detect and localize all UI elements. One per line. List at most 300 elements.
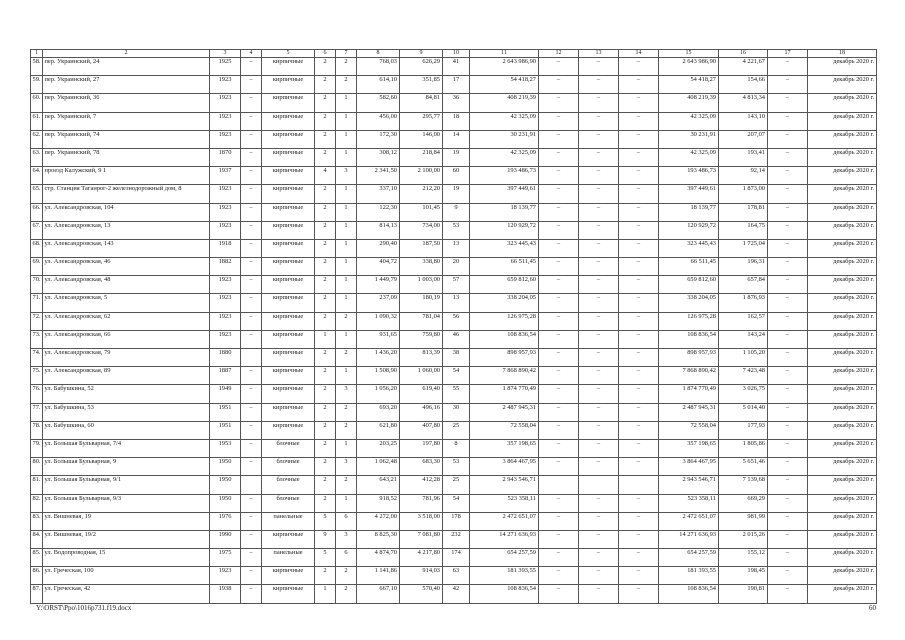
cell-build-year: 1923: [210, 221, 241, 239]
cell-col-17: –: [768, 276, 808, 294]
table-row: [31, 258, 877, 276]
cell-floors: 2: [315, 349, 336, 367]
cell-wall-material: кирпичные: [262, 349, 315, 367]
cell-deadline: декабрь 2020 г.: [808, 130, 877, 148]
cell-residents: 57: [443, 276, 470, 294]
cell-col-12: –: [539, 167, 579, 185]
cell-address: ул. Александровская, 89: [43, 367, 210, 385]
cell-wall-material: кирпичные: [262, 585, 315, 603]
cell-total-area: 1 090,32: [357, 312, 400, 330]
cell-col-17: –: [768, 512, 808, 530]
cell-col-4: –: [241, 312, 262, 330]
cell-address: ул. Большая Бульварная, 7/4: [43, 439, 210, 457]
cell-cost-per-sqm: 1 105,20: [719, 349, 768, 367]
cell-total-area: 931,65: [357, 330, 400, 348]
cell-cost-per-sqm: 155,12: [719, 549, 768, 567]
cell-address: ул. Бабушкина, 53: [43, 403, 210, 421]
cell-living-area: 781,96: [400, 494, 443, 512]
cell-deadline: декабрь 2020 г.: [808, 330, 877, 348]
cell-col-4: [241, 476, 262, 494]
cell-estimated-cost: 3 864 467,95: [470, 458, 539, 476]
cell-row-index: 83.: [31, 512, 43, 530]
cell-residents: 8: [443, 439, 470, 457]
cell-entrances: 2: [336, 312, 357, 330]
cell-cost-per-sqm: 154,66: [719, 76, 768, 94]
cell-cost-per-sqm: 177,93: [719, 421, 768, 439]
cell-col-12: –: [539, 421, 579, 439]
cell-deadline: декабрь 2020 г.: [808, 76, 877, 94]
column-number-12: 12: [539, 50, 579, 58]
cell-col-4: –: [241, 403, 262, 421]
cell-cost-per-sqm: 1 805,86: [719, 439, 768, 457]
cell-cost-per-sqm: 164,75: [719, 221, 768, 239]
cell-cost-per-sqm: 3 026,75: [719, 385, 768, 403]
cell-cost-per-sqm: 196,31: [719, 258, 768, 276]
cell-total-cost: 654 257,59: [659, 549, 719, 567]
cell-col-13: –: [579, 221, 619, 239]
cell-total-cost: 357 198,65: [659, 439, 719, 457]
cell-entrances: 1: [336, 130, 357, 148]
cell-deadline: декабрь 2020 г.: [808, 585, 877, 603]
cell-living-area: 338,80: [400, 258, 443, 276]
cell-col-17: –: [768, 476, 808, 494]
cell-col-4: –: [241, 203, 262, 221]
cell-address: пер. Украинский, 74: [43, 130, 210, 148]
cell-col-13: –: [579, 403, 619, 421]
cell-total-area: 122,30: [357, 203, 400, 221]
cell-floors: 2: [315, 312, 336, 330]
table-row: [31, 567, 877, 585]
cell-total-cost: 126 975,28: [659, 312, 719, 330]
column-number-18: 18: [808, 50, 877, 58]
cell-col-17: –: [768, 94, 808, 112]
cell-col-13: –: [579, 530, 619, 548]
cell-floors: 2: [315, 185, 336, 203]
cell-col-13: –: [579, 421, 619, 439]
cell-col-12: –: [539, 494, 579, 512]
table-row: [31, 530, 877, 548]
cell-living-area: 295,77: [400, 112, 443, 130]
cell-build-year: 1950: [210, 458, 241, 476]
cell-total-area: 1 056,20: [357, 385, 400, 403]
cell-total-area: 582,60: [357, 94, 400, 112]
cell-wall-material: кирпичные: [262, 58, 315, 76]
cell-deadline: декабрь 2020 г.: [808, 239, 877, 257]
cell-col-12: –: [539, 148, 579, 166]
cell-row-index: 81.: [31, 476, 43, 494]
cell-col-4: –: [241, 258, 262, 276]
cell-col-14: –: [619, 385, 659, 403]
table-row: [31, 58, 877, 76]
cell-entrances: 3: [336, 385, 357, 403]
cell-col-13: –: [579, 385, 619, 403]
table-row: [31, 549, 877, 567]
cell-row-index: 71.: [31, 294, 43, 312]
cell-total-cost: 66 511,45: [659, 258, 719, 276]
cell-wall-material: кирпичные: [262, 330, 315, 348]
cell-col-14: –: [619, 549, 659, 567]
cell-living-area: 619,40: [400, 385, 443, 403]
cell-build-year: 1923: [210, 567, 241, 585]
cell-col-12: –: [539, 94, 579, 112]
cell-cost-per-sqm: 4 813,34: [719, 94, 768, 112]
cell-entrances: 2: [336, 403, 357, 421]
cell-estimated-cost: 42 325,09: [470, 148, 539, 166]
cell-cost-per-sqm: 5 014,40: [719, 403, 768, 421]
cell-total-area: 2 341,50: [357, 167, 400, 185]
cell-col-12: –: [539, 330, 579, 348]
cell-address: стр. Станция Таганрог-2 железнодорожный дом, 8: [43, 185, 210, 203]
table-row: [31, 330, 877, 348]
cell-col-14: –: [619, 148, 659, 166]
cell-col-14: –: [619, 130, 659, 148]
cell-col-17: –: [768, 494, 808, 512]
cell-col-4: –: [241, 567, 262, 585]
table-row: [31, 385, 877, 403]
table-row: [31, 421, 877, 439]
cell-address: ул. Александровская, 46: [43, 258, 210, 276]
cell-floors: 1: [315, 585, 336, 603]
cell-col-14: –: [619, 58, 659, 76]
cell-residents: 178: [443, 512, 470, 530]
cell-living-area: 187,50: [400, 239, 443, 257]
cell-total-cost: 397 449,61: [659, 185, 719, 203]
cell-total-cost: 408 219,39: [659, 94, 719, 112]
cell-col-17: –: [768, 58, 808, 76]
cell-col-14: –: [619, 585, 659, 603]
cell-living-area: 146,00: [400, 130, 443, 148]
cell-col-17: –: [768, 385, 808, 403]
cell-build-year: 1923: [210, 94, 241, 112]
cell-col-4: –: [241, 112, 262, 130]
cell-total-cost: 54 418,27: [659, 76, 719, 94]
cell-build-year: 1923: [210, 185, 241, 203]
cell-col-14: –: [619, 112, 659, 130]
cell-col-17: –: [768, 239, 808, 257]
cell-estimated-cost: 181 393,55: [470, 567, 539, 585]
cell-col-12: –: [539, 567, 579, 585]
cell-col-4: [241, 349, 262, 367]
cell-address: ул. Бабушкина, 60: [43, 421, 210, 439]
cell-floors: 2: [315, 367, 336, 385]
cell-col-12: –: [539, 294, 579, 312]
table-row: [31, 148, 877, 166]
cell-wall-material: блочные: [262, 494, 315, 512]
cell-deadline: декабрь 2020 г.: [808, 221, 877, 239]
cell-address: ул. Александровская, 104: [43, 203, 210, 221]
table-row: [31, 185, 877, 203]
footer-file-path: Y:\ORST\Ppo\1016p731.f19.docx: [36, 604, 132, 612]
cell-cost-per-sqm: 2 015,26: [719, 530, 768, 548]
cell-wall-material: кирпичные: [262, 76, 315, 94]
cell-estimated-cost: 397 449,61: [470, 185, 539, 203]
cell-col-4: –: [241, 148, 262, 166]
cell-col-17: –: [768, 258, 808, 276]
cell-wall-material: кирпичные: [262, 203, 315, 221]
cell-col-4: –: [241, 221, 262, 239]
column-number-14: 14: [619, 50, 659, 58]
cell-col-13: –: [579, 76, 619, 94]
cell-living-area: 1 060,00: [400, 367, 443, 385]
cell-col-13: –: [579, 258, 619, 276]
cell-entrances: 1: [336, 185, 357, 203]
cell-address: пер. Украинский, 36: [43, 94, 210, 112]
cell-row-index: 80.: [31, 458, 43, 476]
cell-cost-per-sqm: 5 651,46: [719, 458, 768, 476]
cell-cost-per-sqm: 1 876,93: [719, 294, 768, 312]
cell-total-area: 918,52: [357, 494, 400, 512]
cell-col-14: –: [619, 330, 659, 348]
cell-living-area: 570,40: [400, 585, 443, 603]
cell-deadline: декабрь 2020 г.: [808, 567, 877, 585]
cell-estimated-cost: 66 511,45: [470, 258, 539, 276]
cell-residents: 19: [443, 185, 470, 203]
cell-build-year: 1976: [210, 512, 241, 530]
cell-col-13: –: [579, 330, 619, 348]
cell-floors: 2: [315, 58, 336, 76]
cell-col-4: –: [241, 167, 262, 185]
cell-col-13: –: [579, 567, 619, 585]
cell-entrances: 2: [336, 585, 357, 603]
cell-col-17: –: [768, 585, 808, 603]
cell-address: ул. Александровская, 66: [43, 330, 210, 348]
cell-cost-per-sqm: 190,81: [719, 585, 768, 603]
cell-living-area: 84,81: [400, 94, 443, 112]
cell-floors: 4: [315, 167, 336, 185]
cell-col-17: –: [768, 148, 808, 166]
column-number-3: 3: [210, 50, 241, 58]
cell-col-17: –: [768, 203, 808, 221]
cell-residents: 60: [443, 167, 470, 185]
cell-col-4: –: [241, 330, 262, 348]
cell-floors: 2: [315, 458, 336, 476]
cell-total-cost: 323 445,43: [659, 239, 719, 257]
cell-row-index: 82.: [31, 494, 43, 512]
cell-living-area: 3 518,00: [400, 512, 443, 530]
registry-table: [30, 49, 877, 604]
cell-col-17: –: [768, 112, 808, 130]
cell-wall-material: кирпичные: [262, 112, 315, 130]
cell-address: пер. Украинский, 24: [43, 58, 210, 76]
cell-total-area: 4 272,00: [357, 512, 400, 530]
column-number-17: 17: [768, 50, 808, 58]
cell-entrances: 1: [336, 494, 357, 512]
table-row: [31, 276, 877, 294]
cell-entrances: 3: [336, 167, 357, 185]
cell-total-area: 621,80: [357, 421, 400, 439]
cell-address: ул. Бабушкина, 52: [43, 385, 210, 403]
cell-total-cost: 108 836,54: [659, 330, 719, 348]
cell-col-4: –: [241, 585, 262, 603]
cell-entrances: 1: [336, 294, 357, 312]
cell-wall-material: кирпичные: [262, 239, 315, 257]
cell-build-year: 1953: [210, 439, 241, 457]
cell-floors: 2: [315, 294, 336, 312]
cell-total-area: 308,12: [357, 148, 400, 166]
cell-wall-material: кирпичные: [262, 148, 315, 166]
cell-total-area: 768,03: [357, 58, 400, 76]
table-body: [31, 50, 877, 604]
cell-entrances: 1: [336, 94, 357, 112]
cell-total-area: 290,40: [357, 239, 400, 257]
cell-address: ул. Греческая, 100: [43, 567, 210, 585]
cell-cost-per-sqm: 162,57: [719, 312, 768, 330]
cell-entrances: 1: [336, 221, 357, 239]
cell-row-index: 62.: [31, 130, 43, 148]
table-row: [31, 94, 877, 112]
cell-residents: 25: [443, 476, 470, 494]
cell-estimated-cost: 42 325,09: [470, 112, 539, 130]
cell-living-area: 407,80: [400, 421, 443, 439]
cell-col-17: –: [768, 130, 808, 148]
cell-living-area: 4 217,80: [400, 549, 443, 567]
cell-residents: 55: [443, 385, 470, 403]
cell-total-cost: 2 472 651,07: [659, 512, 719, 530]
cell-estimated-cost: 108 836,54: [470, 585, 539, 603]
cell-deadline: декабрь 2020 г.: [808, 112, 877, 130]
cell-col-14: –: [619, 567, 659, 585]
cell-col-4: –: [241, 530, 262, 548]
cell-col-13: –: [579, 585, 619, 603]
cell-estimated-cost: 193 486,73: [470, 167, 539, 185]
cell-build-year: 1880: [210, 349, 241, 367]
column-number-4: 4: [241, 50, 262, 58]
cell-address: ул. Александровская, 5: [43, 294, 210, 312]
cell-build-year: 1923: [210, 312, 241, 330]
cell-residents: 54: [443, 494, 470, 512]
cell-deadline: декабрь 2020 г.: [808, 367, 877, 385]
cell-living-area: 813,39: [400, 349, 443, 367]
cell-row-index: 76.: [31, 385, 43, 403]
column-number-8: 8: [357, 50, 400, 58]
cell-entrances: 1: [336, 330, 357, 348]
cell-col-12: –: [539, 367, 579, 385]
cell-col-12: –: [539, 258, 579, 276]
cell-row-index: 63.: [31, 148, 43, 166]
table-row: [31, 221, 877, 239]
cell-residents: 54: [443, 367, 470, 385]
cell-col-12: –: [539, 276, 579, 294]
cell-total-area: 172,30: [357, 130, 400, 148]
cell-col-14: –: [619, 512, 659, 530]
cell-estimated-cost: 323 445,43: [470, 239, 539, 257]
cell-entrances: 3: [336, 458, 357, 476]
cell-estimated-cost: 14 271 636,93: [470, 530, 539, 548]
table-row: [31, 112, 877, 130]
cell-address: пер. Украинский, 27: [43, 76, 210, 94]
cell-col-14: –: [619, 294, 659, 312]
cell-cost-per-sqm: 4 221,67: [719, 58, 768, 76]
cell-estimated-cost: 2 643 986,90: [470, 58, 539, 76]
table-row: [31, 76, 877, 94]
table-row: [31, 476, 877, 494]
cell-col-13: –: [579, 148, 619, 166]
cell-entrances: 2: [336, 421, 357, 439]
cell-residents: 13: [443, 294, 470, 312]
cell-col-14: –: [619, 258, 659, 276]
cell-col-13: –: [579, 276, 619, 294]
cell-total-area: 693,20: [357, 403, 400, 421]
cell-build-year: 1918: [210, 239, 241, 257]
cell-build-year: 1923: [210, 112, 241, 130]
cell-col-4: –: [241, 294, 262, 312]
cell-col-13: –: [579, 239, 619, 257]
cell-row-index: 70.: [31, 276, 43, 294]
cell-wall-material: кирпичные: [262, 567, 315, 585]
cell-col-4: –: [241, 94, 262, 112]
cell-deadline: декабрь 2020 г.: [808, 476, 877, 494]
cell-address: ул. Вишневая, 19/2: [43, 530, 210, 548]
cell-row-index: 86.: [31, 567, 43, 585]
table-row: [31, 167, 877, 185]
cell-col-4: –: [241, 276, 262, 294]
cell-col-4: –: [241, 421, 262, 439]
cell-col-4: –: [241, 367, 262, 385]
cell-total-cost: 2 487 945,31: [659, 403, 719, 421]
cell-col-17: –: [768, 221, 808, 239]
cell-living-area: 101,45: [400, 203, 443, 221]
cell-col-13: [579, 476, 619, 494]
cell-total-cost: 108 836,54: [659, 585, 719, 603]
cell-col-14: –: [619, 239, 659, 257]
cell-cost-per-sqm: 7 139,68: [719, 476, 768, 494]
cell-residents: 41: [443, 58, 470, 76]
column-number-16: 16: [719, 50, 768, 58]
cell-cost-per-sqm: 981,99: [719, 512, 768, 530]
cell-col-14: –: [619, 403, 659, 421]
cell-row-index: 87.: [31, 585, 43, 603]
cell-residents: 63: [443, 567, 470, 585]
cell-floors: 2: [315, 130, 336, 148]
cell-total-area: 1 508,90: [357, 367, 400, 385]
table-row: [31, 458, 877, 476]
cell-address: ул. Александровская, 48: [43, 276, 210, 294]
cell-floors: 2: [315, 403, 336, 421]
cell-col-17: –: [768, 421, 808, 439]
cell-living-area: 496,16: [400, 403, 443, 421]
cell-estimated-cost: 898 957,93: [470, 349, 539, 367]
cell-col-17: –: [768, 349, 808, 367]
cell-build-year: 1949: [210, 385, 241, 403]
cell-row-index: 64.: [31, 167, 43, 185]
cell-deadline: декабрь 2020 г.: [808, 494, 877, 512]
cell-residents: 13: [443, 239, 470, 257]
cell-total-cost: 72 558,04: [659, 421, 719, 439]
cell-col-4: –: [241, 239, 262, 257]
cell-living-area: 914,03: [400, 567, 443, 585]
cell-col-13: –: [579, 203, 619, 221]
cell-col-13: –: [579, 512, 619, 530]
cell-col-13: –: [579, 112, 619, 130]
cell-entrances: 2: [336, 567, 357, 585]
cell-living-area: 412,28: [400, 476, 443, 494]
cell-residents: 42: [443, 585, 470, 603]
cell-floors: 2: [315, 76, 336, 94]
cell-total-cost: 1 874 770,49: [659, 385, 719, 403]
cell-col-12: –: [539, 403, 579, 421]
cell-total-cost: 2 943 546,71: [659, 476, 719, 494]
table-row: [31, 312, 877, 330]
cell-deadline: декабрь 2020 г.: [808, 312, 877, 330]
cell-wall-material: кирпичные: [262, 385, 315, 403]
cell-row-index: 79.: [31, 439, 43, 457]
cell-col-17: –: [768, 367, 808, 385]
cell-wall-material: кирпичные: [262, 312, 315, 330]
cell-build-year: 1870: [210, 148, 241, 166]
cell-deadline: декабрь 2020 г.: [808, 458, 877, 476]
cell-wall-material: кирпичные: [262, 276, 315, 294]
cell-deadline: декабрь 2020 г.: [808, 349, 877, 367]
